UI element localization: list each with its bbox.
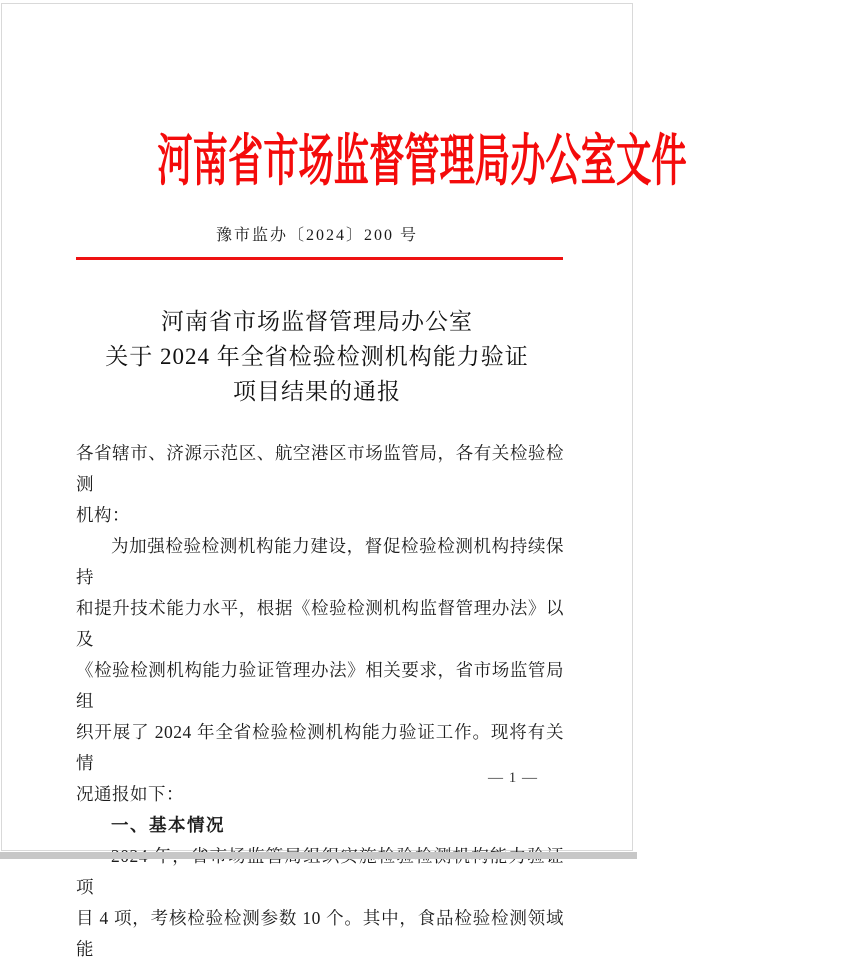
body-line: 项 <box>76 877 94 897</box>
title-line-1: 河南省市场监督管理局办公室 <box>161 309 473 334</box>
scan-bed-edge <box>0 852 637 859</box>
doc-number: 豫市监办〔2024〕200 号 <box>215 227 418 244</box>
body-line: 织开展了 2024 年全省检验检测机构能力验证工作。现将有关情 <box>76 722 564 773</box>
document-title <box>2 304 632 409</box>
title-line-3: 项目结果的通报 <box>233 379 401 404</box>
body-line: 为加强检验检测机构能力建设，督促检验检测机构持续保持 <box>76 536 564 587</box>
body-text <box>76 438 564 965</box>
title-line-2: 关于 2024 年全省检验检测机构能力验证 <box>105 344 529 369</box>
masthead <box>2 131 687 195</box>
page-number: — 1 — <box>488 770 538 786</box>
red-separator-line <box>76 257 563 260</box>
body-line: 各省辖市、济源示范区、航空港区市场监管局，各有关检验检测 <box>76 443 564 494</box>
body-line: 目 4 项，考核检验检测参数 10 个。其中，食品检验检测领域能 <box>76 908 564 959</box>
body-line: 机构： <box>76 505 130 525</box>
body-line: 和提升技术能力水平，根据《检验检测机构监督管理办法》以及 <box>76 598 564 649</box>
body-line: 况通报如下： <box>76 784 184 804</box>
section-heading: 一、基本情况 <box>111 815 225 835</box>
masthead-title: 河南省市场监督管理局办公室文件 <box>157 131 687 193</box>
document-page <box>1 3 687 959</box>
body-line: 《检验检测机构能力验证管理办法》相关要求，省市场监管局组 <box>76 660 564 711</box>
